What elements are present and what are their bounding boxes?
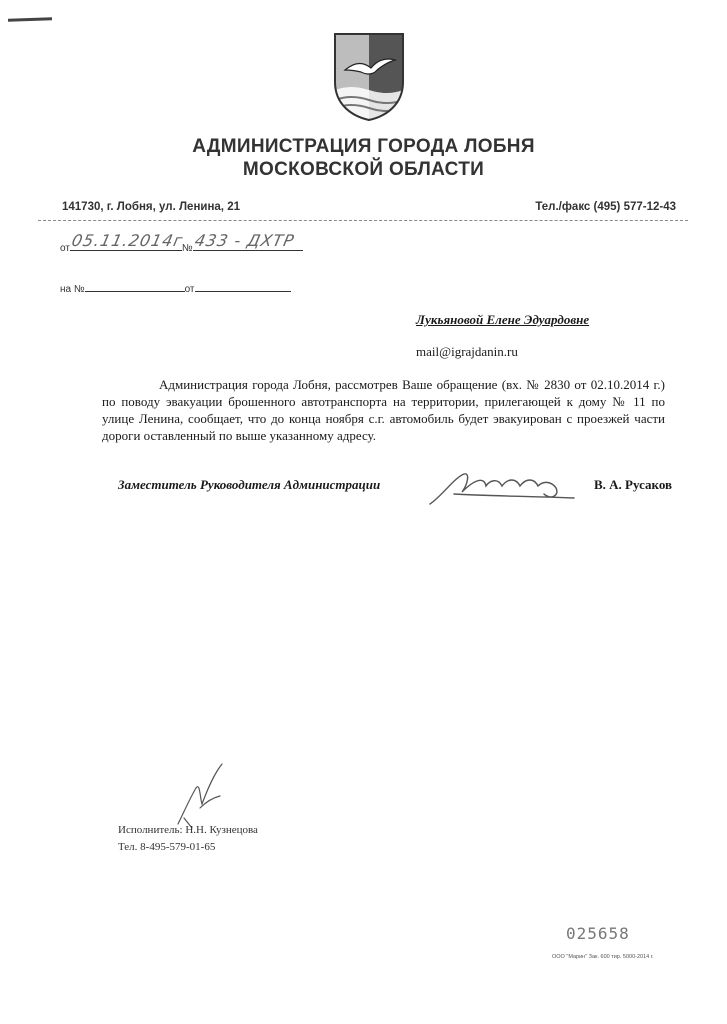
signer-name: В. А. Русаков <box>594 477 673 492</box>
recipient-email: mail@igrajdanin.ru <box>416 344 518 359</box>
org-title-line2: МОСКОВСКОЙ ОБЛАСТИ <box>242 159 485 180</box>
printer-note: ООО "Марин" Зак. 600 тир. 5000-2014 г. <box>552 954 654 960</box>
handwritten-date: 05.11.2014г <box>69 231 185 250</box>
handwritten-number: 433 - ДХТР <box>192 231 297 250</box>
reply-date-field <box>195 280 291 292</box>
executor-name: Исполнитель: Н.Н. Кузнецова <box>118 824 258 836</box>
org-title-line1: АДМИНИСТРАЦИЯ ГОРОДА ЛОБНЯ <box>192 136 535 157</box>
number-field <box>192 231 303 251</box>
handwritten-signature-icon <box>424 466 580 510</box>
executor-info <box>118 822 258 856</box>
scan-artifact <box>8 17 52 22</box>
from-label: от <box>60 243 70 254</box>
contacts-bar <box>62 201 676 213</box>
date-field <box>69 231 185 251</box>
recipient-name: Лукьяновой Елене Эдуардовне <box>416 312 590 327</box>
executor-phone: Тел. 8-495-579-01-65 <box>118 841 216 853</box>
org-phone: Тел./факс (495) 577-12-43 <box>535 201 676 213</box>
signer-title: Заместитель Руководителя Администрации <box>118 477 381 492</box>
header-divider <box>38 220 688 221</box>
outgoing-reference <box>60 231 303 254</box>
reply-from-label: от <box>184 284 195 295</box>
incoming-reference <box>60 280 291 295</box>
number-label: № <box>181 243 193 254</box>
serial-number: 025658 <box>566 924 630 943</box>
letter-body: Администрация города Лобня, рассмотрев Ваше обращение (вх. № 2830 от 02.10.2014 г.) по поводу эвакуации брошенного автотранспорта на территории, прилегающей к дому № 11 по улице Ленина, сообщает, что до конца ноября с.г. автомобиль будет эвакуирован с проезжей части дороги оставленный по выше указанному адресу. <box>102 377 665 443</box>
reply-number-field <box>85 280 185 292</box>
reply-to-label: на № <box>60 284 85 295</box>
org-address: 141730, г. Лобня, ул. Ленина, 21 <box>62 201 240 213</box>
executor-initials-icon <box>170 758 232 830</box>
lobnya-coat-of-arms-icon <box>331 30 407 122</box>
